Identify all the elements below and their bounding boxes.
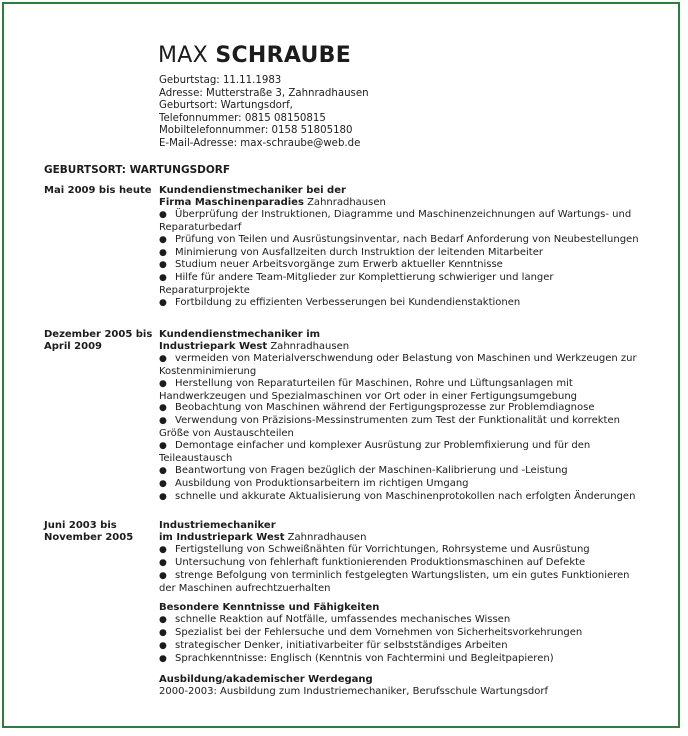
list-item: ● Verwendung von Präzisions-Messinstrumenten zum Test der Funktionalität und korrekten Größe von Austauschteilen [159, 415, 620, 440]
entry-company [159, 341, 647, 353]
company-location: Zahnradhausen [267, 340, 350, 352]
list-item: ● Studium neuer Arbeitsvorgänge zum Erwerb aktueller Kenntnisse [159, 259, 503, 271]
company-name: Firma Maschinenparadies [159, 196, 304, 208]
list-item: ● Demontage einfacher und komplexer Ausrüstung zur Problemfixierung und für den Teileaustausch [159, 440, 591, 465]
list-item: ● schnelle Reaktion auf Notfälle, umfassendes mechanisches Wissen [159, 614, 511, 626]
contact-birthplace: Geburtsort: Wartungsdorf, [159, 100, 293, 111]
bullet-icon: ● [159, 654, 167, 665]
bullet-icon: ● [159, 403, 167, 414]
list-item: ● Beantwortung von Fragen bezüglich der Maschinen-Kalibrierung und -Leistung [159, 464, 568, 476]
skills-heading: Besondere Kenntnisse und Fähigkeiten [159, 602, 380, 614]
bullet-icon: ● [159, 416, 167, 427]
bullet-icon: ● [159, 641, 167, 652]
company-location: Zahnradhausen [284, 531, 367, 543]
list-item: ● strenge Befolgung von terminlich festgelegten Wartungslisten, um ein gutes Funktionieren der Maschinen aufrechtzuerhalten [159, 569, 630, 594]
list-item: ● Untersuchung von fehlerhaft funktionierenden Produktionsmaschinen auf Defekte [159, 556, 586, 568]
duty-list [159, 544, 647, 595]
list-item: ● Hilfe für andere Team-Mitglieder zur Komplettierung schwieriger und langer Reparaturprojekte [159, 272, 554, 297]
entry-title: Kundendienstmechaniker bei der [159, 185, 346, 196]
bullet-icon: ● [159, 491, 167, 502]
entry-company [159, 197, 647, 209]
bullet-icon: ● [159, 298, 167, 309]
entry-title: Industriemechaniker [159, 520, 276, 531]
duty-list [159, 209, 647, 310]
contact-birthday: Geburtstag: 11.11.1983 [159, 75, 282, 86]
last-name: SCHRAUBE [215, 43, 352, 68]
entry-date: Dezember 2005 bis April 2009 [44, 329, 153, 353]
entry-title: Kundendienstmechaniker im [159, 329, 321, 340]
skills-list [159, 614, 647, 666]
bullet-icon: ● [159, 247, 167, 258]
entry-date: Mai 2009 bis heute [44, 185, 152, 196]
list-item: ● Herstellung von Reparaturteilen für Maschinen, Rohre und Lüftungsanlagen mit Handwerkzeugen und Spezialmaschinen vor Ort oder in einer Fertigungsumgebung [159, 377, 578, 402]
company-location: Zahnradhausen [303, 196, 386, 208]
bullet-icon: ● [159, 353, 167, 364]
bullet-icon: ● [159, 378, 167, 389]
list-item: ● Sprachkenntnisse: Englisch (Kenntnis von Fachtermini und Begleitpapieren) [159, 653, 554, 665]
bullet-icon: ● [159, 234, 167, 245]
bullet-icon: ● [159, 544, 167, 555]
list-item: ● Spezialist bei der Fehlersuche und dem Vornehmen von Sicherheitsvorkehrungen [159, 627, 583, 639]
bullet-icon: ● [159, 260, 167, 271]
entry-date: Juni 2003 bis November 2005 [44, 520, 134, 544]
list-item: ● strategischer Denker, initiativarbeiter für selbstständiges Arbeiten [159, 640, 508, 652]
list-item: ● Fertigstellung von Schweißnähten für Vorrichtungen, Rohrsysteme und Ausrüstung [159, 543, 590, 555]
list-item: ● vermeiden von Materialverschwendung oder Belastung von Maschinen und Werkzeugen zur Kostenminimierung [159, 352, 637, 377]
entry-body [159, 329, 647, 504]
list-item: ● schnelle und akkurate Aktualisierung von Maschinenprotokollen nach erfolgten Änderungen [159, 490, 636, 502]
company-name: im Industriepark West [159, 531, 285, 543]
list-item: ● Beobachtung von Maschinen während der Fertigungsprozesse zur Problemdiagnose [159, 402, 595, 414]
list-item: ● Überprüfung der Instruktionen, Diagramme und Maschinenzeichnungen auf Wartungs- und Reparaturbedarf [159, 208, 632, 233]
list-item: ● Fortbildung zu effizienten Verbesserungen bei Kundendienstaktionen [159, 297, 521, 309]
contact-mobile: Mobiltelefonnummer: 0158 51805180 [159, 125, 353, 136]
person-name [158, 42, 351, 70]
bullet-icon: ● [159, 273, 167, 284]
first-name: MAX [158, 43, 209, 68]
bullet-icon: ● [159, 628, 167, 639]
bullet-icon: ● [159, 570, 167, 581]
bullet-icon: ● [159, 478, 167, 489]
bullet-icon: ● [159, 615, 167, 626]
list-item: ● Prüfung von Teilen und Ausrüstungsinventar, nach Bedarf Anforderung von Neubestellungen [159, 233, 639, 245]
bullet-icon: ● [159, 441, 167, 452]
bullet-icon: ● [159, 209, 167, 220]
bullet-icon: ● [159, 557, 167, 568]
bullet-icon: ● [159, 465, 167, 476]
education-heading: Ausbildung/akademischer Werdegang [159, 673, 373, 685]
entry-body [159, 185, 647, 310]
contact-address: Adresse: Mutterstraße 3, Zahnradhausen [159, 87, 369, 99]
entry-body [159, 520, 647, 698]
section-heading: GEBURTSORT: WARTUNGSDORF [44, 164, 231, 176]
entry-company [159, 532, 647, 544]
education-line: 2000-2003: Ausbildung zum Industriemechaniker, Berufsschule Wartungsdorf [159, 685, 549, 697]
contact-email: E-Mail-Adresse: max-schraube@web.de [159, 137, 361, 149]
list-item: ● Minimierung von Ausfallzeiten durch Instruktion der leitenden Mitarbeiter [159, 246, 543, 258]
contact-details [159, 75, 369, 150]
contact-phone: Telefonnummer: 0815 08150815 [159, 112, 326, 124]
duty-list [159, 353, 647, 504]
company-name: Industriepark West [159, 340, 268, 352]
list-item: ● Ausbildung von Produktionsarbeitern im richtigen Umgang [159, 477, 469, 489]
